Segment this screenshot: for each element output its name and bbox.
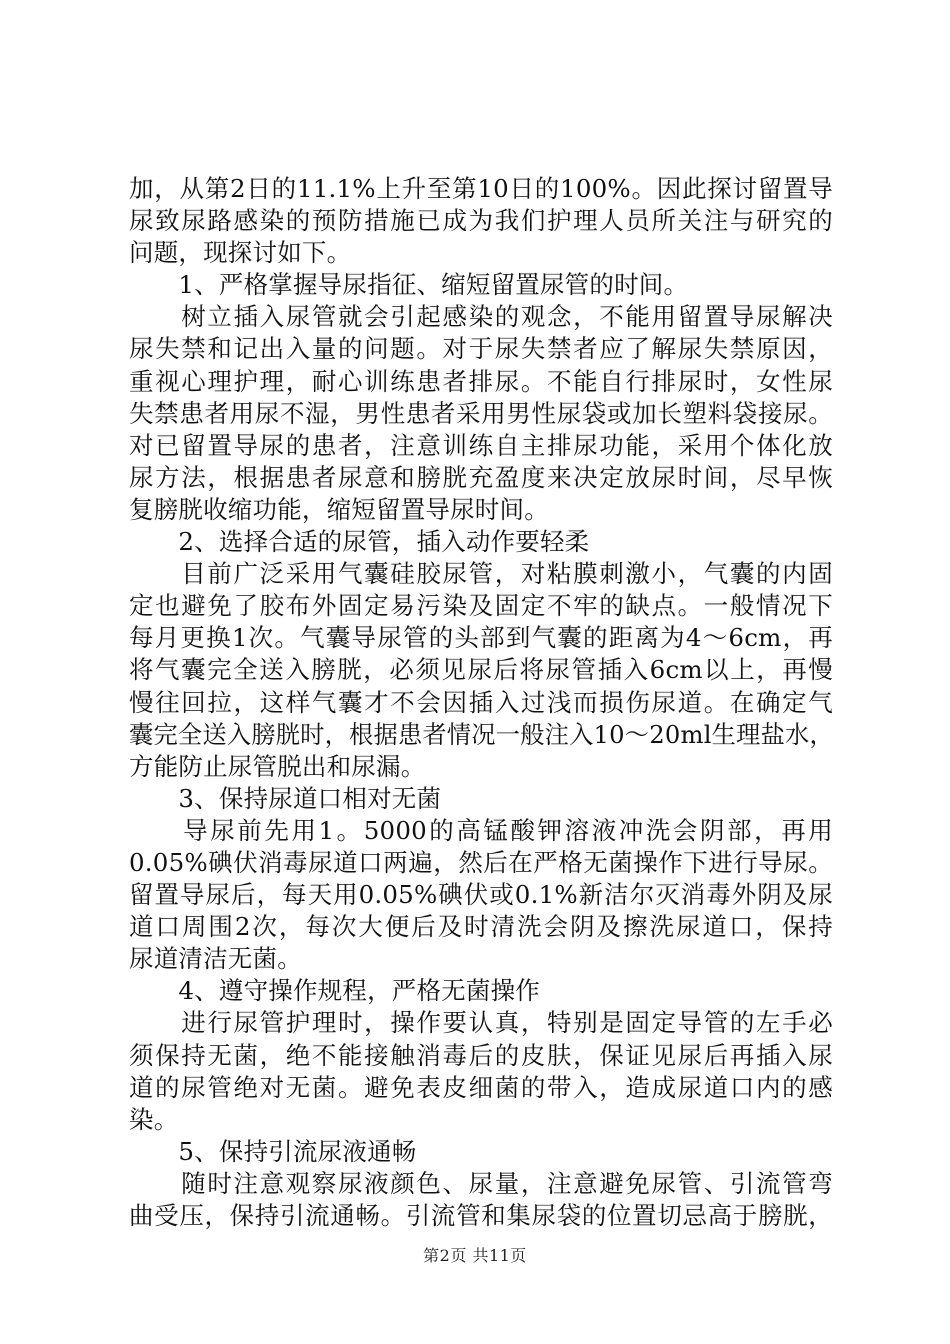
text-line: 囊完全送入膀胱时，根据患者情况一般注入10～20ml生理盐水，	[129, 719, 834, 749]
page-footer: 第2页 共11页	[423, 1246, 527, 1265]
text-line: 道的尿管绝对无菌。避免表皮细菌的带入，造成尿道口内的感	[129, 1072, 833, 1102]
text-line: 尿致尿路感染的预防措施已成为我们护理人员所关注与研究的	[129, 206, 833, 236]
text-line: 每月更换1次。气囊导尿管的头部到气囊的距离为4～6cm，再	[129, 623, 833, 653]
text-line: 慢往回拉，这样气囊才不会因插入过浅而损伤尿道。在确定气	[129, 687, 833, 717]
text-line: 1、严格掌握导尿指征、缩短留置尿管的时间。	[129, 270, 689, 300]
text-line: 随时注意观察尿液颜色、尿量，注意避免尿管、引流管弯	[129, 1168, 833, 1198]
text-line: 留置导尿后，每天用0.05%碘伏或0.1%新洁尔灭消毒外阴及尿	[129, 880, 833, 910]
text-line: 失禁患者用尿不湿，男性患者采用男性尿袋或加长塑料袋接尿。	[129, 398, 833, 428]
text-line: 尿道清洁无菌。	[129, 944, 302, 974]
text-line: 0.05%碘伏消毒尿道口两遍，然后在严格无菌操作下进行导尿。	[129, 847, 833, 877]
text-line: 染。	[129, 1104, 179, 1134]
text-line: 3、保持尿道口相对无菌	[129, 783, 442, 813]
document-body	[129, 173, 833, 1232]
text-line: 导尿前先用1。5000的高锰酸钾溶液冲洗会阴部，再用	[129, 815, 833, 845]
text-line: 方能防止尿管脱出和尿漏。	[129, 751, 426, 781]
text-line: 复膀胱收缩功能，缩短留置导尿时间。	[129, 494, 549, 524]
text-line: 5、保持引流尿液通畅	[129, 1136, 417, 1166]
text-line: 4、遵守操作规程，严格无菌操作	[129, 976, 540, 1006]
text-line: 尿方法，根据患者尿意和膀胱充盈度来决定放尿时间，尽早恢	[129, 462, 833, 492]
text-line: 尿失禁和记出入量的问题。对于尿失禁者应了解尿失禁原因，	[129, 334, 833, 364]
text-line: 将气囊完全送入膀胱，必须见尿后将尿管插入6cm以上，再慢	[129, 655, 833, 685]
text-line: 须保持无菌，绝不能接触消毒后的皮肤，保证见尿后再插入尿	[129, 1040, 833, 1070]
text-line: 加，从第2日的11.1%上升至第10日的100%。因此探讨留置导	[129, 174, 833, 203]
text-line: 目前广泛采用气囊硅胶尿管，对粘膜刺激小，气囊的内固	[129, 559, 833, 589]
text-line: 定也避免了胶布外固定易污染及固定不牢的缺点。一般情况下	[129, 591, 833, 621]
text-line: 2、选择合适的尿管，插入动作要轻柔	[129, 527, 590, 557]
text-line: 曲受压，保持引流通畅。引流管和集尿袋的位置切忌高于膀胱，	[129, 1201, 833, 1230]
text-line: 重视心理护理，耐心训练患者排尿。不能自行排尿时，女性尿	[129, 366, 833, 396]
text-line: 树立插入尿管就会引起感染的观念，不能用留置导尿解决	[129, 302, 833, 332]
text-line: 对已留置导尿的患者，注意训练自主排尿功能，采用个体化放	[129, 430, 833, 460]
text-line: 进行尿管护理时，操作要认真，特别是固定导管的左手必	[129, 1008, 833, 1038]
text-line: 道口周围2次，每次大便后及时清洗会阴及擦洗尿道口，保持	[129, 912, 833, 942]
text-line: 问题，现探讨如下。	[129, 238, 352, 268]
